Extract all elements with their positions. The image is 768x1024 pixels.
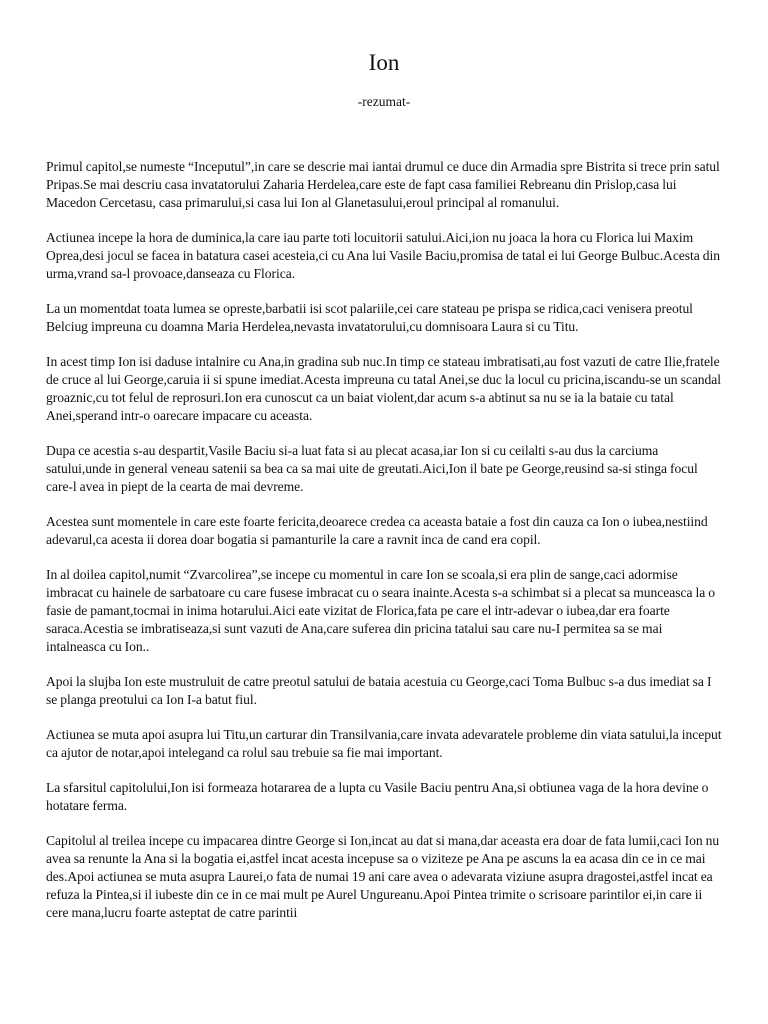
paragraph: Primul capitol,se numeste “Inceputul”,in care se descrie mai iantai drumul ce duce din Armadia spre Bistrita si trece prin satul Pripas.Se mai descriu casa invatatorului Zaharia Herdelea,care este de fapt casa familiei Rebreanu din Prislop,casa lui Macedon Cercetasu, casa primarului,si casa lui Ion al Glanetasului,eroul principal al romanului. xyxy=(46,159,720,210)
paragraph: Apoi la slujba Ion este mustruluit de catre preotul satului de bataia acestuia cu George,caci Toma Bulbuc s-a dus imediat sa I se planga preotului ca Ion I-a batut fiul. xyxy=(46,674,712,707)
paragraph: In al doilea capitol,numit “Zvarcolirea”,se incepe cu momentul in care Ion se scoala,si era plin de sange,caci adormise imbracat cu hainele de sarbatoare cu care fusese imbracat cu o seara inainte.Acesta s-a schimbat si a plecat sa munceasca la o fasie de pamant,tocmai in inima hotarului.Aici eate vizitat de Florica,fata pe care el intr-adevar o iubea,dar era foarte saraca.Acestia se imbratiseaza,si sunt vazuti de Ana,care suferea din pricina tatalui sau care nu-I permitea sa se mai intalneasca cu Ion.. xyxy=(46,567,716,654)
document-subtitle: -rezumat- xyxy=(357,94,411,109)
paragraph: Dupa ce acestia s-au despartit,Vasile Baciu si-a luat fata si au plecat acasa,iar Ion si cu ceilalti s-au dus la carciuma satului,unde in general veneau satenii sa bea ca sa mai uite de greutati.Aici,Ion il bate pe George,reusind sa-si stinga focul care-l avea in piept de la cearta de mai devreme. xyxy=(46,443,698,494)
paragraph: Actiunea incepe la hora de duminica,la care iau parte toti locuitorii satului.Aici,ion nu joaca la hora cu Florica lui Maxim Oprea,desi jocul se facea in batatura casei acesteia,ci cu Ana lui Vasile Baciu,promisa de tatal ei lui George Bulbuc.Acesta din urma,vrand sa-l provoace,danseaza cu Florica. xyxy=(46,230,720,281)
paragraph: In acest timp Ion isi daduse intalnire cu Ana,in gradina sub nuc.In timp ce stateau imbratisati,au fost vazuti de catre Ilie,fratele de cruce al lui George,caruia ii si spune imediat.Acesta impreuna cu tatal Anei,se duc la locul cu pricina,iscandu-se un scandal groaznic,cu tot felul de reprosuri.Ion era cunoscut ca un baiat violent,dar acum s-a abtinut sa nu se ia la bataie cu tatal Anei,sperand intr-o oarecare impacare cu aceasta. xyxy=(46,354,722,423)
paragraph: Capitolul al treilea incepe cu impacarea dintre George si Ion,incat au dat si mana,dar aceasta era doar de fata lumii,caci Ion nu avea sa renunte la Ana si la bogatia ei,astfel incat acesta incepuse sa o viziteze pe Ana pe ascuns la ea acasa din ce in ce mai des.Apoi actiunea se muta asupra Laurei,o fata de numai 19 ani care avea o adevarata viziune asupra dragostei,astfel incat ea refuza la Pintea,si il iubeste din ce in ce mai mult pe Aurel Ungureanu.Apoi Pintea trimite o scrisoare parintilor ei,in care ii cere mana,lucru foarte asteptat de catre parintii xyxy=(46,833,720,920)
document-title: Ion xyxy=(368,50,400,75)
paragraph: La un momentdat toata lumea se opreste,barbatii isi scot palariile,cei care stateau pe prispa se ridica,caci venisera preotul Belciug impreuna cu doamna Maria Herdelea,nevasta invatatorului,cu domnisoara Laura si cu Titu. xyxy=(46,301,693,334)
document-body xyxy=(46,158,722,922)
paragraph: Actiunea se muta apoi asupra lui Titu,un carturar din Transilvania,care invata adevaratele probleme din viata satului,la inceput ca ajutor de notar,apoi intelegand ca rolul sau trebuie sa fie mai important. xyxy=(46,727,722,760)
paragraph: La sfarsitul capitolului,Ion isi formeaza hotararea de a lupta cu Vasile Baciu pentru Ana,si obtiunea vaga de la hora devine o hotatare ferma. xyxy=(46,780,709,813)
paragraph: Acestea sunt momentele in care este foarte fericita,deoarece credea ca aceasta bataie a fost din cauza ca Ion o iubea,nestiind adevarul,ca acesta ii dorea doar bogatia si pamanturile la care a ravnit inca de cand era copil. xyxy=(46,514,708,547)
document-page xyxy=(46,0,722,1024)
